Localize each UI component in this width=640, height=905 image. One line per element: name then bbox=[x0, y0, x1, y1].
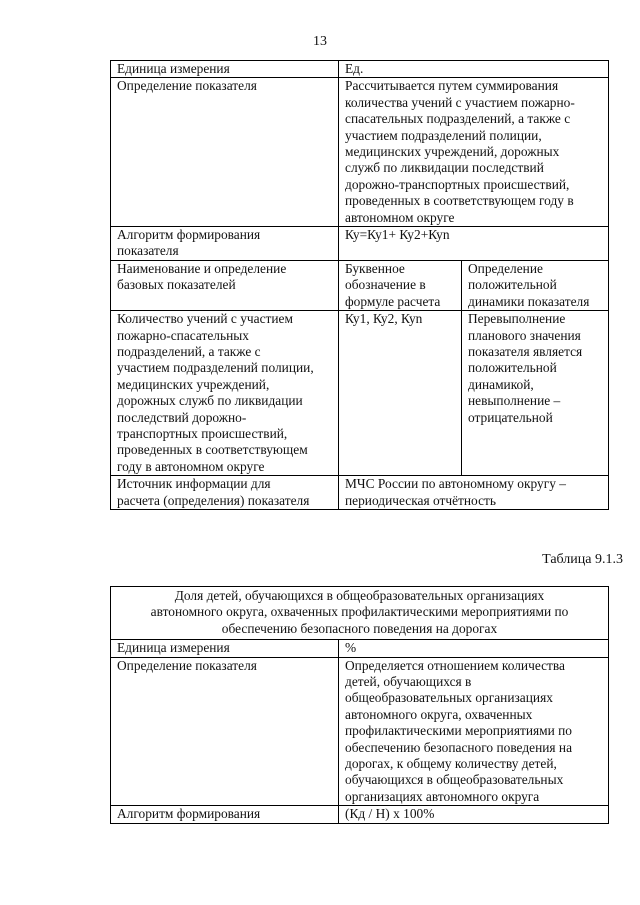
indicator-table-2 bbox=[110, 586, 609, 824]
unit-value: Ед. bbox=[339, 61, 609, 78]
source-value: МЧС России по автономному округу – периодическая отчётность bbox=[339, 476, 609, 510]
table-row bbox=[111, 227, 609, 261]
dynamics-header: Определение положительной динамики показателя bbox=[462, 260, 609, 310]
table-row bbox=[111, 311, 609, 476]
table-row bbox=[111, 640, 609, 657]
base-indicator-dynamics: Перевыполнение планового значения показателя является положительной динамикой, невыполнение – отрицательной bbox=[462, 311, 609, 476]
table-row bbox=[111, 78, 609, 227]
definition-label: Определение показателя bbox=[111, 657, 339, 806]
unit-value: % bbox=[339, 640, 609, 657]
page-number: 13 bbox=[313, 34, 327, 49]
algorithm-formula: (Кд / Н) х 100% bbox=[339, 806, 609, 823]
indicator-title: Доля детей, обучающихся в общеобразовательных организациях автономного округа, охваченных профилактическими мероприятиями по обеспечению безопасного поведения на дорогах bbox=[111, 587, 609, 640]
unit-label: Единица измерения bbox=[111, 640, 339, 657]
source-label: Источник информации для расчета (определения) показателя bbox=[111, 476, 339, 510]
definition-value: Определяется отношением количества детей, обучающихся в общеобразовательных организациях автономного округа, охваченных профилактическими мероприятиями по обеспечению безопасного поведения на дорогах, к общему количеству детей, обучающихся в общеобразовательных организациях автономного округа bbox=[339, 657, 609, 806]
base-indicators-label: Наименование и определение базовых показателей bbox=[111, 260, 339, 310]
table-row bbox=[111, 476, 609, 510]
table-row bbox=[111, 806, 609, 823]
base-indicator-name: Количество учений с участием пожарно-спасательных подразделений, а также с участием подразделений полиции, медицинских учреждений, дорожных служб по ликвидации последствий дорожно- транспортных происшествий, проведенных в соответствующем году в автономном округе bbox=[111, 311, 339, 476]
table-row bbox=[111, 587, 609, 640]
algorithm-label: Алгоритм формирования показателя bbox=[111, 227, 339, 261]
algorithm-label: Алгоритм формирования bbox=[111, 806, 339, 823]
table-row bbox=[111, 657, 609, 806]
algorithm-formula: Ку=Ку1+ Ку2+Куn bbox=[339, 227, 609, 261]
table-row bbox=[111, 260, 609, 310]
indicator-table-1 bbox=[110, 60, 609, 510]
base-indicator-symbol: Ку1, Ку2, Куn bbox=[339, 311, 462, 476]
symbol-header: Буквенное обозначение в формуле расчета bbox=[339, 260, 462, 310]
unit-label: Единица измерения bbox=[111, 61, 339, 78]
definition-label: Определение показателя bbox=[111, 78, 339, 227]
table-caption: Таблица 9.1.3 bbox=[542, 552, 623, 567]
table-row bbox=[111, 61, 609, 78]
definition-value: Рассчитывается путем суммирования количества учений с участием пожарно- спасательных подразделений, а также с участием подразделений полиции, медицинских учреждений, дорожных служб по ликвидации последствий дорожно-транспортных происшествий, проведенных в соответствующем году в автономном округе bbox=[339, 78, 609, 227]
